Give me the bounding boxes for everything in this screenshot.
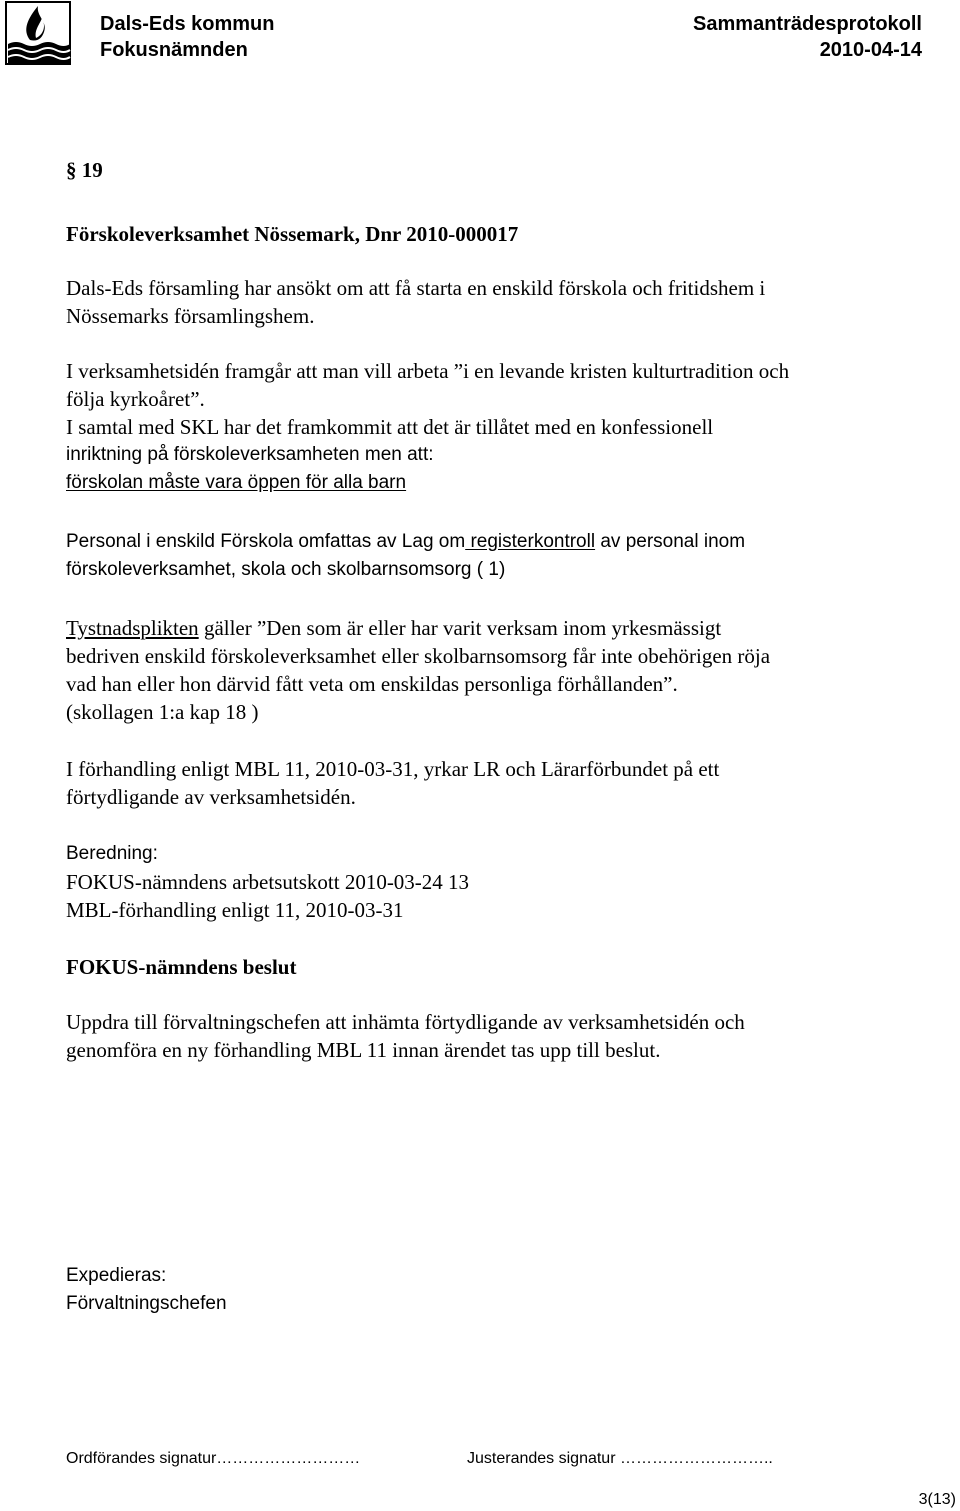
text-line: I samtal med SKL har det framkommit att det är tillåtet med en konfessionell [66,415,714,439]
paragraph-2 [66,528,745,584]
underlined-requirement: förskolan måste vara öppen för alla barn [66,472,407,493]
text-line: Uppdra till förvaltningschefen att inhämta förtydligande av verksamhetsidén och [66,1010,745,1034]
page-number: 3(13) [918,1491,956,1508]
text-line: bedriven enskild förskoleverksamhet eller skolbarnsomsorg får inte obehörigen röja [66,644,771,668]
meeting-date: 2010-04-14 [819,39,922,61]
municipality-logo [4,0,72,72]
paragraph-3 [66,614,770,726]
header-right [693,11,922,63]
text-line: I verksamhetsidén framgår att man vill arbeta ”i en levande kristen kulturtradition och [66,359,790,383]
chair-signature: Ordförandes signatur……………………… [66,1450,361,1467]
expedieras-block [66,1262,227,1318]
text-line: vad han eller hon därvid fått veta om enskildas personliga förhållanden”. [66,672,678,696]
beredning-item: MBL-förhandling enligt 11, 2010-03-31 [66,898,404,922]
text-line: inriktning på förskoleverksamheten men att: [66,444,434,465]
text-line: genomföra en ny förhandling MBL 11 innan ärendet tas upp till beslut. [66,1038,661,1062]
section-title: Förskoleverksamhet Nössemark, Dnr 2010-000017 [66,222,519,246]
tystnadsplikten-term: Tystnadsplikten [66,616,199,640]
expedieras-recipient: Förvaltningschefen [66,1293,227,1314]
text-line: förskoleverksamhet, skola och skolbarnsomsorg ( 1) [66,559,506,580]
beredning-label: Beredning: [66,843,158,864]
text-line: I förhandling enligt MBL 11, 2010-03-31, yrkar LR och Lärarförbundet på ett [66,757,720,781]
decision-text [66,1008,745,1064]
decision-heading: FOKUS-nämndens beslut [66,955,297,979]
committee-name: Fokusnämnden [100,39,248,61]
text-line: följa kyrkoåret”. [66,387,205,411]
text-line: förtydligande av verksamhetsidén. [66,785,356,809]
registerkontroll-link: registerkontroll [465,531,596,552]
paragraph-1 [66,274,789,497]
text-line: Dals-Eds församling har ansökt om att få starta en enskild förskola och fritidshem i [66,276,766,300]
header-left [100,11,274,63]
paragraph-4 [66,755,719,811]
adjuster-signature: Justerandes signatur ……………………….. [467,1450,773,1467]
text-line: Tystnadsplikten gäller ”Den som är eller har varit verksam inom yrkesmässigt [66,616,722,640]
document-type: Sammanträdesprotokoll [693,13,922,35]
paragraph-sign-icon: § [66,158,77,182]
text-line: (skollagen 1:a kap 18 ) [66,700,259,724]
text-line: Nössemarks församlingshem. [66,304,315,328]
org-name: Dals-Eds kommun [100,13,275,35]
text-line: Personal i enskild Förskola omfattas av Lag om registerkontroll av personal inom [66,531,746,552]
section-number: § 19 [66,158,103,182]
beredning-item: FOKUS-nämndens arbetsutskott 2010-03-24 13 [66,870,470,894]
beredning-block [66,840,469,924]
expedieras-label: Expedieras: [66,1265,167,1286]
